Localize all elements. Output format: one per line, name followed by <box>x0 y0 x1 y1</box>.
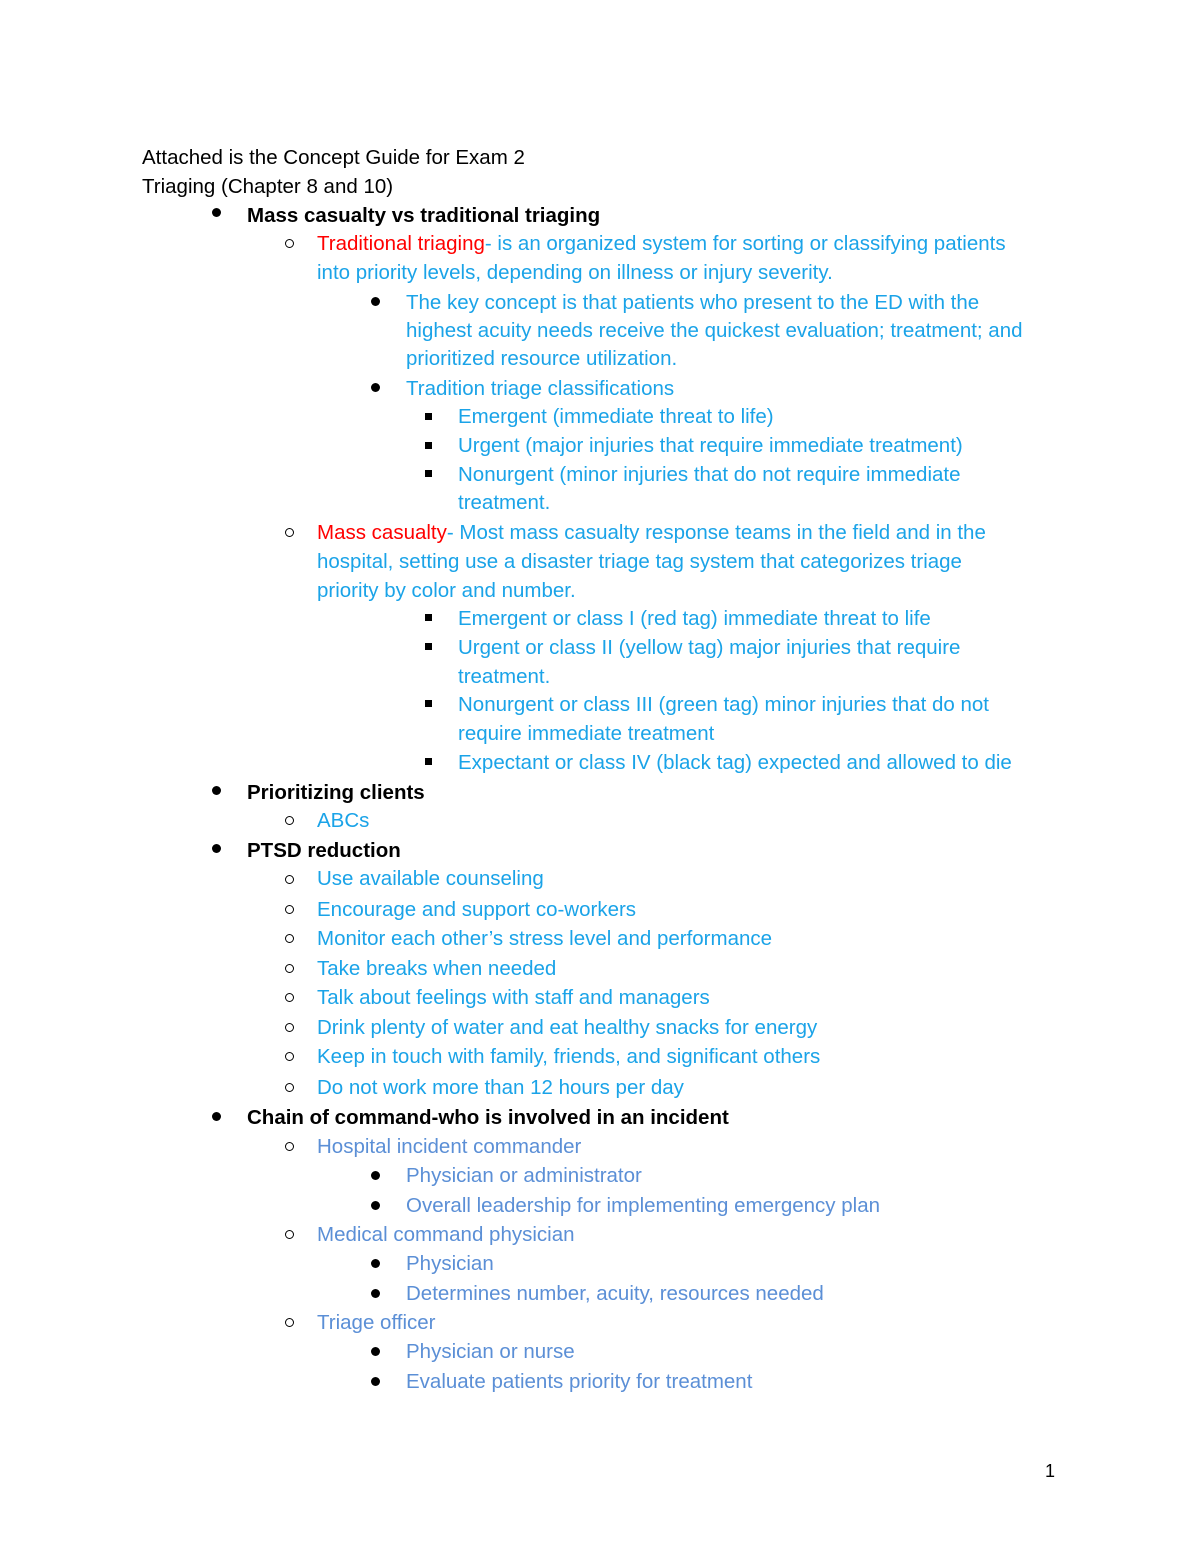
heading-prioritizing-clients: Prioritizing clients <box>247 781 425 804</box>
role-incident-commander: Hospital incident commander <box>317 1135 582 1158</box>
ptsd-item: Monitor each other’s stress level and performance <box>317 927 773 950</box>
traditional-triaging-text: - is an organized system for sorting or classifying patients <box>484 232 1006 255</box>
bullet-square <box>425 614 432 621</box>
mass-casualty-text-cont2: priority by color and number. <box>317 579 576 602</box>
bullet-ring <box>285 816 294 825</box>
bullet-square <box>425 442 432 449</box>
class-emergent: Emergent (immediate threat to life) <box>458 405 774 428</box>
bullet-ring <box>285 1083 294 1092</box>
bullet-dot <box>371 1259 380 1268</box>
class-nonurgent-line1: Nonurgent (minor injuries that do not require immediate <box>458 463 961 486</box>
traditional-triaging-text-cont: into priority levels, depending on illness or injury severity. <box>317 261 833 284</box>
bullet-square <box>425 700 432 707</box>
bullet-dot <box>212 208 221 217</box>
bullet-dot <box>371 1201 380 1210</box>
role-detail: Overall leadership for implementing emergency plan <box>406 1194 881 1217</box>
heading-mass-vs-traditional: Mass casualty vs traditional triaging <box>247 204 601 227</box>
bullet-dot <box>212 844 221 853</box>
bullet-ring <box>285 1230 294 1239</box>
role-detail: Physician or nurse <box>406 1340 575 1363</box>
class-nonurgent-line2: treatment. <box>458 491 551 514</box>
bullet-dot <box>371 1289 380 1298</box>
bullet-ring <box>285 239 294 248</box>
bullet-square <box>425 470 432 477</box>
mass-casualty-label: Mass casualty <box>317 521 447 544</box>
tag-green-line1: Nonurgent or class III (green tag) minor injuries that do not <box>458 693 989 716</box>
bullet-ring <box>285 993 294 1002</box>
bullet-dot <box>371 1347 380 1356</box>
ptsd-item: Do not work more than 12 hours per day <box>317 1076 684 1099</box>
bullet-ring <box>285 1023 294 1032</box>
bullet-dot <box>371 1171 380 1180</box>
bullet-ring <box>285 528 294 537</box>
ptsd-item: Talk about feelings with staff and managers <box>317 986 710 1009</box>
mass-casualty-item <box>317 518 986 547</box>
role-medical-command: Medical command physician <box>317 1223 575 1246</box>
class-urgent: Urgent (major injuries that require immediate treatment) <box>458 434 963 457</box>
abcs-item: ABCs <box>317 809 370 832</box>
role-detail: Determines number, acuity, resources needed <box>406 1282 824 1305</box>
bullet-ring <box>285 1318 294 1327</box>
bullet-ring <box>285 1052 294 1061</box>
heading-chain-of-command: Chain of command-who is involved in an incident <box>247 1106 729 1129</box>
bullet-dot <box>371 383 380 392</box>
heading-ptsd-reduction: PTSD reduction <box>247 839 401 862</box>
tag-yellow-line2: treatment. <box>458 665 551 688</box>
bullet-dot <box>212 786 221 795</box>
ptsd-item: Take breaks when needed <box>317 957 557 980</box>
tag-yellow-line1: Urgent or class II (yellow tag) major injuries that require <box>458 636 961 659</box>
intro-line: Attached is the Concept Guide for Exam 2 <box>142 146 525 169</box>
mass-casualty-text-cont1: hospital, setting use a disaster triage tag system that categorizes triage <box>317 550 962 573</box>
classifications-heading: Tradition triage classifications <box>406 377 675 400</box>
section-title: Triaging (Chapter 8 and 10) <box>142 175 394 198</box>
bullet-ring <box>285 1142 294 1151</box>
role-triage-officer: Triage officer <box>317 1311 436 1334</box>
bullet-ring <box>285 934 294 943</box>
key-concept-line1: The key concept is that patients who present to the ED with the <box>406 291 980 314</box>
bullet-dot <box>371 297 380 306</box>
tag-red: Emergent or class I (red tag) immediate threat to life <box>458 607 931 630</box>
bullet-dot <box>371 1377 380 1386</box>
bullet-dot <box>212 1112 221 1121</box>
role-detail: Physician <box>406 1252 494 1275</box>
ptsd-item: Keep in touch with family, friends, and significant others <box>317 1045 821 1068</box>
bullet-ring <box>285 964 294 973</box>
role-detail: Evaluate patients priority for treatment <box>406 1370 753 1393</box>
page-number: 1 <box>1045 1461 1056 1481</box>
bullet-ring <box>285 875 294 884</box>
bullet-square <box>425 413 432 420</box>
ptsd-item: Encourage and support co-workers <box>317 898 637 921</box>
tag-black: Expectant or class IV (black tag) expected and allowed to die <box>458 751 1012 774</box>
role-detail: Physician or administrator <box>406 1164 642 1187</box>
traditional-triaging-item <box>317 229 1006 258</box>
key-concept-line3: prioritized resource utilization. <box>406 347 678 370</box>
mass-casualty-text: - Most mass casualty response teams in the field and in the <box>446 521 986 544</box>
bullet-square <box>425 643 432 650</box>
tag-green-line2: require immediate treatment <box>458 722 715 745</box>
bullet-square <box>425 758 432 765</box>
ptsd-item: Use available counseling <box>317 867 544 890</box>
ptsd-item: Drink plenty of water and eat healthy snacks for energy <box>317 1016 818 1039</box>
traditional-triaging-label: Traditional triaging <box>317 232 485 255</box>
bullet-ring <box>285 905 294 914</box>
key-concept-line2: highest acuity needs receive the quickest evaluation; treatment; and <box>406 319 1023 342</box>
